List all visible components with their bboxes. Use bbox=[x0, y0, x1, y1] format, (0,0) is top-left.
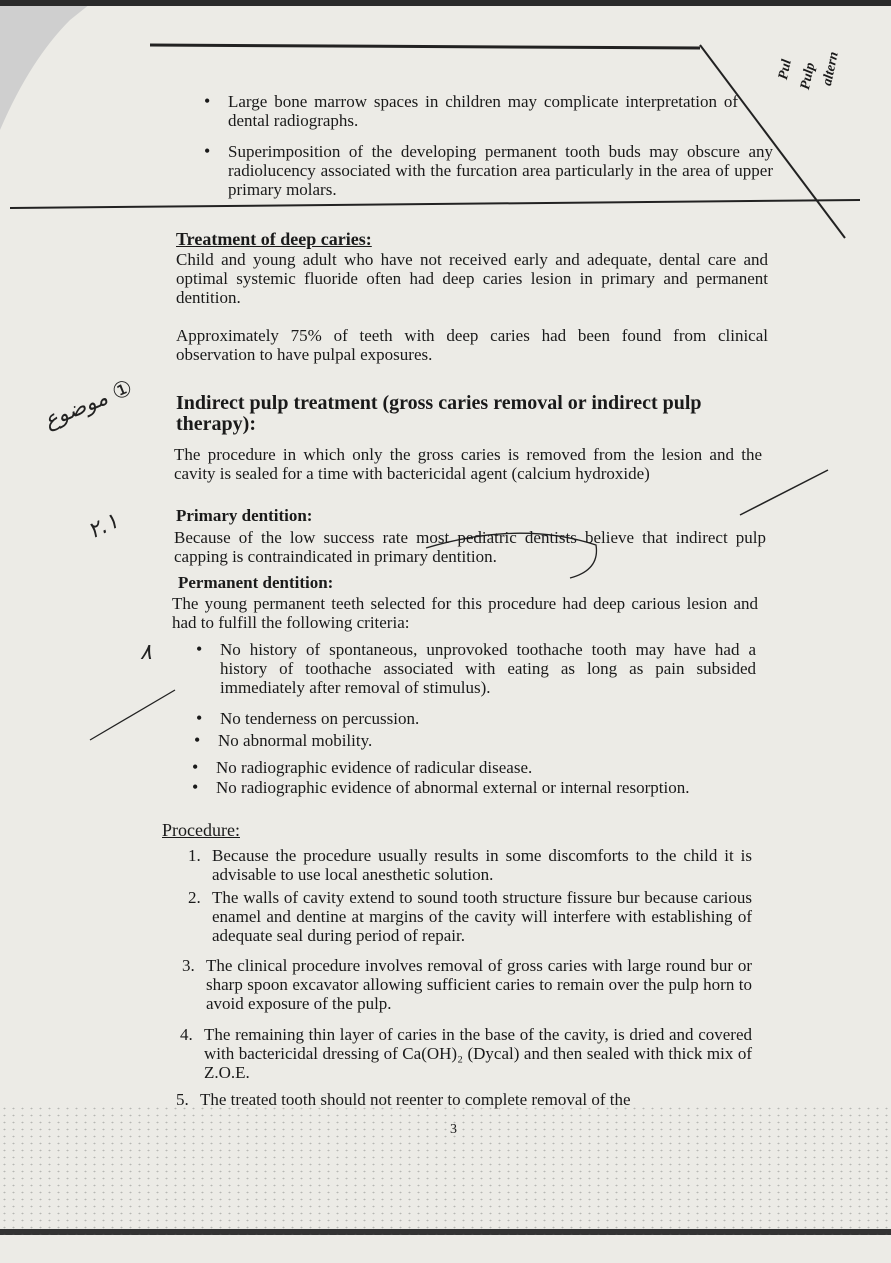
handwritten-note-1: موضوع ① bbox=[40, 375, 137, 434]
top-bullet-2: • Superimposition of the developing permanent tooth buds may obscure any radiolucency associated with the furcation area particularly in the area of upper primary molars. bbox=[228, 142, 773, 199]
procedure-step-5 bbox=[176, 1090, 750, 1109]
top-rule bbox=[150, 45, 700, 48]
step-number: 5. bbox=[176, 1090, 189, 1109]
step-number: 2. bbox=[188, 888, 201, 907]
procedure-step-3 bbox=[182, 956, 752, 1013]
top-bullet-1: • Large bone marrow spaces in children may complicate interpretation of dental radiographs. bbox=[228, 92, 738, 130]
handwritten-note-3: ٨ bbox=[140, 640, 152, 665]
primary-dentition-label: Primary dentition: bbox=[176, 506, 313, 525]
section-divider bbox=[10, 200, 860, 208]
step-text: The treated tooth should not reenter to complete removal of the bbox=[200, 1090, 631, 1109]
scan-noise bbox=[0, 1105, 891, 1235]
procedure-heading: Procedure: bbox=[162, 820, 240, 840]
margin-note-line3: altern bbox=[820, 50, 842, 88]
torn-corner bbox=[0, 0, 95, 130]
top-edge-shadow bbox=[0, 0, 891, 6]
procedure-step-2 bbox=[188, 888, 752, 945]
pen-bracket bbox=[90, 690, 175, 740]
procedure-step-1 bbox=[188, 846, 752, 884]
step-text: The walls of cavity extend to sound tooth structure fissure bur because carious enamel and dentine at margins of the cavity will interfere with establishing of adequate seal during period of repair. bbox=[212, 888, 752, 945]
margin-note-line1: Pul bbox=[776, 58, 795, 82]
handwritten-note-2: ٢.١ bbox=[84, 508, 123, 545]
step-text: The remaining thin layer of caries in the base of the cavity, is dried and covered with bactericidal dressing of Ca(OH)₂ (Dycal) and then sealed with thick mix of Z.O.E. bbox=[204, 1025, 752, 1082]
step-number: 1. bbox=[188, 846, 201, 865]
criterion-1: • No history of spontaneous, unprovoked toothache tooth may have had a history of toothache associated with eating as long as pain subsided immediately after removal of stimulus). bbox=[220, 640, 756, 697]
criterion-3: • No abnormal mobility. bbox=[218, 731, 754, 750]
permanent-dentition-label: Permanent dentition: bbox=[178, 573, 334, 592]
step-text: Because the procedure usually results in some discomforts to the child it is advisable to use local anesthetic solution. bbox=[212, 846, 752, 884]
primary-dentition-text: Because of the low success rate most pediatric dentists believe that indirect pulp capping is contraindicated in primary dentition. bbox=[174, 528, 766, 566]
step-number: 4. bbox=[180, 1025, 193, 1044]
page-number: 3 bbox=[450, 1122, 457, 1137]
deep-caries-para-1: Child and young adult who have not received early and adequate, dental care and optimal systemic fluoride often had deep caries lesion in primary and permanent dentition. bbox=[176, 250, 768, 307]
criterion-5: • No radiographic evidence of abnormal external or internal resorption. bbox=[216, 778, 754, 797]
deep-caries-para-2: Approximately 75% of teeth with deep caries had been found from clinical observation to have pulpal exposures. bbox=[176, 326, 768, 364]
indirect-heading: Indirect pulp treatment (gross caries removal or indirect pulp therapy): bbox=[176, 392, 702, 435]
procedure-step-4 bbox=[180, 1025, 752, 1082]
indirect-definition: The procedure in which only the gross caries is removed from the lesion and the cavity is sealed for a time with bactericidal agent (calcium hydroxide) bbox=[174, 445, 762, 483]
criterion-4: • No radiographic evidence of radicular disease. bbox=[216, 758, 752, 777]
margin-note-line2: Pulp bbox=[798, 61, 819, 92]
permanent-dentition-text: The young permanent teeth selected for this procedure had deep carious lesion and had to fulfill the following criteria: bbox=[172, 594, 758, 632]
step-number: 3. bbox=[182, 956, 195, 975]
deep-caries-heading: Treatment of deep caries: bbox=[176, 229, 372, 249]
step-text: The clinical procedure involves removal of gross caries with large round bur or sharp spoon excavator allowing sufficient caries to remain over the pulp horn to avoid exposure of the pulp. bbox=[206, 956, 752, 1013]
criterion-2: • No tenderness on percussion. bbox=[220, 709, 756, 728]
